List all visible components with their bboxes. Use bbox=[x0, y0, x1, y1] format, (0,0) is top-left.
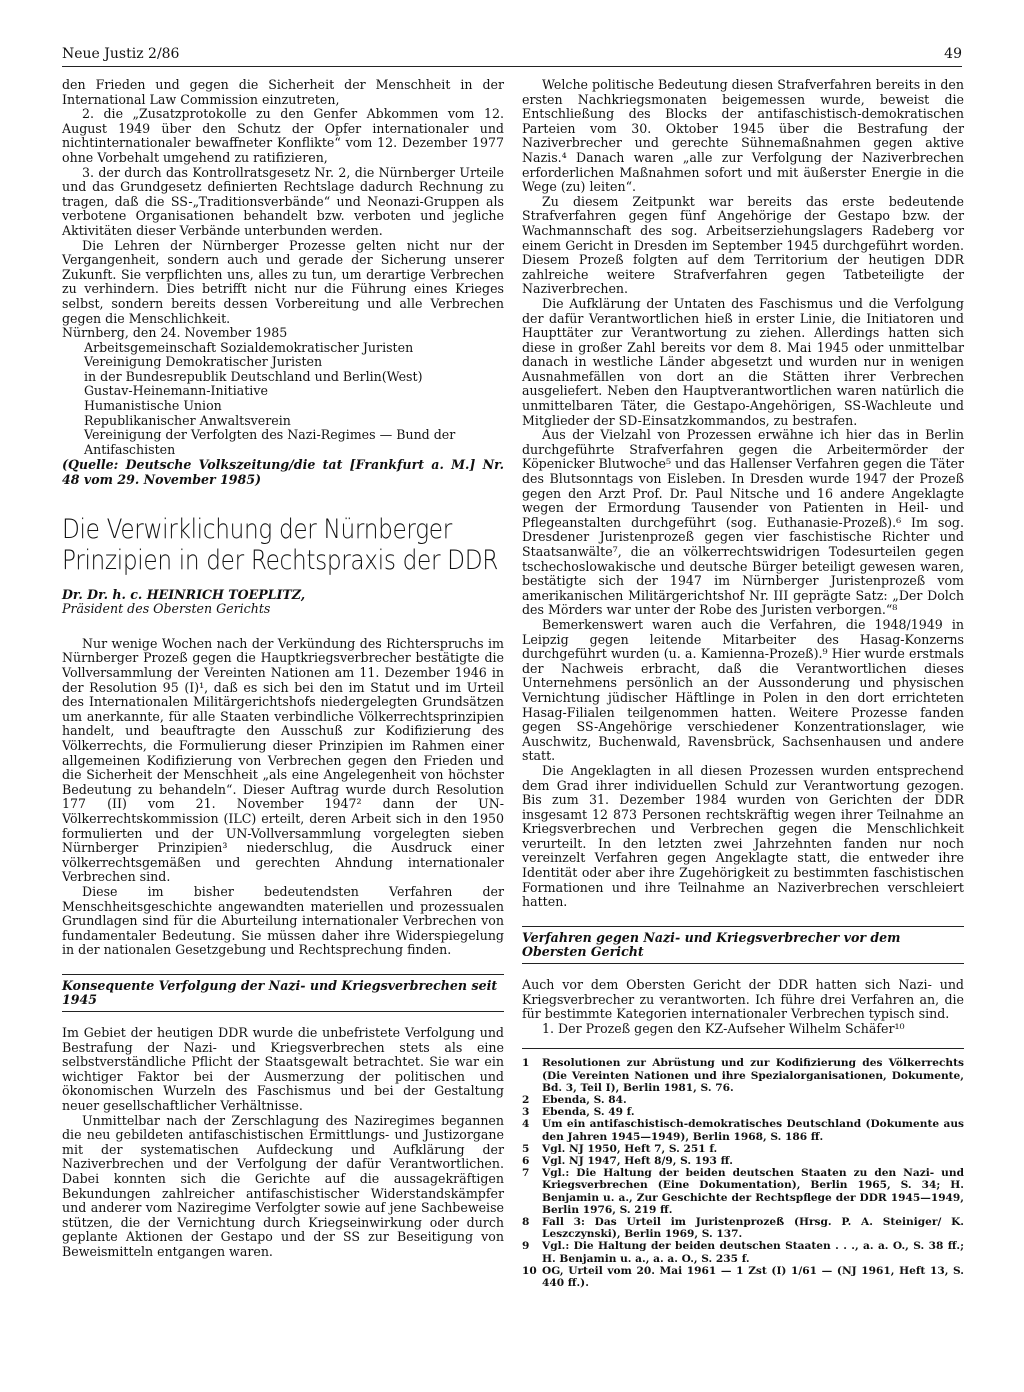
right-column bbox=[522, 78, 964, 1289]
article-title: Die Verwirklichung der Nürnberger Prinzipien in der Rechtspraxis der DDR bbox=[62, 513, 499, 576]
paragraph: 2. die „Zusatzprotokolle zu den Genfer Abkommen vom 12. August 1949 über den Schutz der Opfer internationaler und nichtinternationaler bewaffneter Konflikte“ vom 12. Dezember 1977 ohne Vorbehalt umgehend zu ratifizieren, bbox=[62, 106, 504, 165]
paragraph: Aus der Vielzahl von Prozessen erwähne ich hier das in Berlin durchgeführte Strafverfahren gegen die Arbeitermörder der Köpenicker Blutwoche⁵ und das Hallenser Verfahren gegen die Täter des Blutsonntags von Eisleben. In Dresden wurde 1947 der Prozeß gegen den Arzt Prof. Dr. Paul Nitsche und 16 andere Angeklagte wegen der Ermordung Tausender von Patienten in Heil- und Pflegeanstalten durchgeführt (sog. Euthanasie-Prozeß).⁶ Im sog. Dresdener Juristenprozeß gegen vier faschistische Richter und Staatsanwälte⁷, die an völkerrechtswidrigen Todesurteilen gegen tschechoslowakische und deutsche Bürger beteiligt gewesen waren, bestätigte sich der 1947 im Nürnberger Juristenprozeß vom amerikanischen Militärgerichtshof Nr. III geprägte Satz: „Der Dolch des Mörders war unter der Robe des Juristen verborgen.“⁸ bbox=[522, 427, 964, 618]
signatory: Gustav-Heinemann-Initiative bbox=[84, 383, 268, 399]
footnote-number: 2 bbox=[522, 1094, 530, 1107]
footnote-number: 4 bbox=[522, 1118, 530, 1131]
footnote bbox=[522, 1240, 964, 1264]
paragraph: Bemerkenswert waren auch die Verfahren, die 1948/1949 in Leipzig gegen leitende Mitarbeiter des Hasag-Konzerns durchgeführt wurden (u. a. Kamienna-Prozeß).⁹ Hier wurde erstmals der Nachweis erbracht, daß die Verantwortlichen dieses Unternehmens persönlich an der Aussonderung und physischen Vernichtung jüdischer Häftlinge in Polen in den dort errichteten Hasag-Filialen teilgenommen hatten. Weitere Prozesse fanden gegen SS-Angehörige verschiedener Konzentrationslager, wie Auschwitz, Buchenwald, Ravensbrück, Sachsenhausen und andere statt. bbox=[522, 616, 964, 764]
signatory-list bbox=[62, 341, 504, 458]
signatory: Vereinigung der Verfolgten des Nazi-Regimes — Bund der Antifaschisten bbox=[84, 427, 456, 457]
footnote-number: 6 bbox=[522, 1155, 530, 1168]
place-date: Nürnberg, den 24. November 1985 bbox=[62, 325, 288, 341]
footnote-text: Ebenda, S. 84. bbox=[542, 1094, 627, 1107]
signatory: Arbeitsgemeinschaft Sozialdemokratischer Juristen bbox=[84, 339, 414, 355]
paragraph: 1. Der Prozeß gegen den KZ-Aufseher Wilhelm Schäfer¹⁰ bbox=[542, 1020, 905, 1036]
signatory: Republikanischer Anwaltsverein bbox=[84, 412, 291, 428]
paragraph: Diese im bisher bedeutendsten Verfahren der Menschheitsgeschichte angewandten materiellen und prozessualen Grundlagen sind für die Aburteilung internationaler Verbrechen von fundamentaler Bedeutung. Sie müssen daher ihre Widerspiegelung in der nationalen Gesetzgebung und Rechtsprechung finden. bbox=[62, 883, 504, 958]
footnote-number: 5 bbox=[522, 1142, 530, 1155]
footnote-text: Vgl. NJ 1947, Heft 8/9, S. 193 ff. bbox=[542, 1155, 733, 1168]
paragraph: Die Angeklagten in all diesen Prozessen wurden entsprechend dem Grad ihrer individuellen Schuld zur Verantwortung gezogen. Bis zum 31. Dezember 1984 wurden von Gerichten der DDR insgesamt 12 873 Personen rechtskräftig wegen ihrer Teilnahme an Kriegsverbrechen und Verbrechen gegen die Menschlichkeit verurteilt. In den letzten zwei Jahrzehnten fanden nur noch vereinzelt Verfahren gegen Angeklagte statt, die entweder ihre Identität oder aber ihre Zugehörigkeit zu bestimmten faschistischen Formationen und ihre Teilnahme an Naziverbrechen verschleiert hatten. bbox=[522, 762, 964, 910]
section-heading: Verfahren gegen Nazi- und Kriegsverbrecher vor dem Obersten Gericht bbox=[522, 926, 964, 964]
left-column bbox=[62, 78, 504, 1260]
footnote-text: Vgl. NJ 1950, Heft 7, S. 251 f. bbox=[542, 1142, 718, 1155]
footnote bbox=[522, 1167, 964, 1216]
paragraph: Die Aufklärung der Untaten des Faschismus und die Verfolgung der dafür Verantwortlichen hieß in erster Linie, die Initiatoren und Haupttäter zur Verantwortung zu ziehen. Allerdings hatten sich diese in großer Zahl bereits vor dem 8. Mai 1945 oder unmittelbar danach in westliche Länder abgesetzt und wurden nur in wenigen Ausnahmefällen von dort an die Stätten ihrer Verbrechen ausgeliefert. Neben den Hauptverantwortlichen waren natürlich die unmittelbaren Täter, die Gestapo-Angehörigen, SS-Wachleute und Mitglieder der SD-Einsatzkommandos, zu bestrafen. bbox=[522, 295, 964, 428]
footnote-text: Resolutionen zur Abrüstung und zur Kodifizierung des Völkerrechts (Die Vereinten Nationen und ihre Spezialorganisationen, Dokumente, Bd. 3, Teil I), Berlin 1981, S. 76. bbox=[542, 1057, 964, 1094]
paragraph: Die Lehren der Nürnberger Prozesse gelten nicht nur der Vergangenheit, sondern auch und gerade der Sicherung unserer Zukunft. Sie verpflichten uns, alles zu tun, um derartige Verbrechen zu verhindern. Dies betrifft nicht nur die Führung eines Krieges selbst, sondern bereits dessen Vorbereitung und alle Verbrechen gegen die Menschlichkeit. bbox=[62, 237, 504, 326]
footnote-text: Ebenda, S. 49 f. bbox=[542, 1106, 635, 1119]
footnote bbox=[522, 1155, 964, 1167]
paragraph: Nur wenige Wochen nach der Verkündung des Richterspruchs im Nürnberger Prozeß gegen die Hauptkriegsverbrecher bestätigte die Vollversammlung der Vereinten Nationen am 11. Dezember 1946 in der Resolution 95 (I)¹, daß es sich bei den im Statut und im Urteil des Internationalen Militärgerichtshofs niedergelegten Grundsätzen um anerkannte, für alle Staaten verbindliche Völkerrechtsprinzipien handelt, und beauftragte den Ausschuß zur Kodifizierung des Völkerrechts, die Formulierung dieser Prinzipien im Rahmen einer allgemeinen Kodifizierung von Verbrechen gegen den Frieden und die Sicherheit der Menschheit „als eine Angelegenheit von höchster Bedeutung zu behandeln“. Dieser Auftrag wurde durch Resolution 177 (II) vom 21. November 1947² dann der UN-Völkerrechtskommission (ILC) erteilt, deren Arbeit sich in den 1950 formulierten und der UN-Vollversammlung vorgelegten sieben Nürnberger Prinzipien³ niederschlug, die Ausdruck einer völkerrechtsgemäßen und gerechten Ahndung internationaler Verbrechen sind. bbox=[62, 635, 504, 885]
footnote bbox=[522, 1118, 964, 1142]
footnote-number: 1 bbox=[522, 1057, 530, 1070]
paragraph: Unmittelbar nach der Zerschlagung des Naziregimes begannen die neu gebildeten antifaschistischen Ermittlungs- und Justizorgane mit der systematischen Aufdeckung und Aufklärung der Naziverbrechen und der Verfolgung der dafür Verantwortlichen. Dabei konnten sich die Gerichte auf die aussagekräftigen Bekundungen zahlreicher antifaschistischer Widerstandskämpfer und anderer vom Naziregime Verfolgter sowie auf jene Sachbeweise stützen, die der Vernichtung durch Kriegseinwirkung oder durch geplante Aktionen der Gestapo und der SS zur Beseitigung von Beweismitteln entgangen waren. bbox=[62, 1112, 504, 1259]
footnote bbox=[522, 1143, 964, 1155]
page-header bbox=[62, 46, 962, 67]
signatory: Humanistische Union bbox=[84, 398, 222, 414]
paragraph: Zu diesem Zeitpunkt war bereits das erste bedeutende Strafverfahren gegen fünf Angehörige der Gestapo bzw. der Wachmannschaft des sog. Arbeitserziehungslagers Radeberg vor einem Gericht in Dresden im September 1945 durchgeführt worden. Diesem Prozeß folgten auf dem Territorium der heutigen DDR zahlreiche weitere Strafverfahren gegen Tatbeteiligte der Naziverbrechen. bbox=[522, 193, 964, 297]
footnote-text: Vgl.: Die Haltung der beiden deutschen Staaten . . ., a. a. O., S. 38 ff.; H. Benjamin u. a., a. a. O., S. 235 f. bbox=[542, 1240, 964, 1265]
author-block bbox=[62, 588, 504, 617]
paragraph: Welche politische Bedeutung diesen Strafverfahren bereits in den ersten Nachkriegsmonaten beigemessen wurde, beweist die Entschließung des Blocks der antifaschistisch-demokratischen Parteien vom 30. Oktober 1945 über die Bestrafung der Naziverbrecher und gerechte Sühnemaßnahmen gegen aktive Nazis.⁴ Danach waren „alle zur Verfolgung der Naziverbrechen erforderlichen Maßnahmen sofort und mit äußerster Energie in die Wege (zu) leiten“. bbox=[522, 77, 964, 195]
footnote-number: 8 bbox=[522, 1216, 530, 1229]
footnote-text: Fall 3: Das Urteil im Juristenprozeß (Hrsg. P. A. Steiniger/ K. Leszczynski), Berlin 1969, S. 137. bbox=[542, 1216, 964, 1241]
footnote bbox=[522, 1106, 964, 1118]
footnote-number: 10 bbox=[522, 1264, 537, 1277]
footnote-text: OG, Urteil vom 20. Mai 1961 — 1 Zst (I) 1/61 — (NJ 1961, Heft 13, S. 440 ff.). bbox=[542, 1264, 964, 1290]
footnote bbox=[522, 1265, 964, 1289]
footnote-number: 7 bbox=[522, 1167, 530, 1180]
page-number: 49 bbox=[944, 46, 962, 62]
signatory: Vereinigung Demokratischer Juristen bbox=[84, 354, 323, 370]
paragraph: Im Gebiet der heutigen DDR wurde die unbefristete Verfolgung und Bestrafung der Nazi- und Kriegsverbrechen stets als eine selbstverständliche Pflicht der Staatsgewalt betrachtet. Sie war ein wichtiger Faktor bei der Ausmerzung der politischen und ökonomischen Wurzeln des Faschismus und bei der Gestaltung neuer gesellschaftlicher Verhältnisse. bbox=[62, 1025, 504, 1114]
section-heading: Konsequente Verfolgung der Nazi- und Kriegsverbrechen seit 1945 bbox=[62, 974, 504, 1012]
footnotes bbox=[522, 1048, 964, 1289]
footnote bbox=[522, 1094, 964, 1106]
footnote bbox=[522, 1057, 964, 1094]
source-note: (Quelle: Deutsche Volkszeitung/die tat [Frankfurt a. M.] Nr. 48 vom 29. November 1985) bbox=[62, 457, 504, 488]
footnote-number: 3 bbox=[522, 1106, 530, 1119]
journal-issue: Neue Justiz 2/86 bbox=[62, 46, 180, 62]
author-name: Dr. Dr. h. c. HEINRICH TOEPLITZ, bbox=[62, 586, 306, 602]
footnote-number: 9 bbox=[522, 1240, 530, 1253]
footnote-text: Um ein antifaschistisch-demokratisches Deutschland (Dokumente aus den Jahren 1945—1949), Berlin 1968, S. 186 ff. bbox=[542, 1118, 964, 1143]
paragraph: 3. der durch das Kontrollratsgesetz Nr. 2, die Nürnberger Urteile und das Grundgesetz definierten Rechtslage dadurch Rechnung zu tragen, daß die SS-„Traditionsverbände“ und Neonazi-Gruppen als verbotene Organisationen behandelt bzw. verboten und jegliche Aktivitäten dieser Verbände unterbunden werden. bbox=[62, 164, 504, 238]
footnote bbox=[522, 1216, 964, 1240]
paragraph: Auch vor dem Obersten Gericht der DDR hatten sich Nazi- und Kriegsverbrecher zu verantworten. Ich führe drei Verfahren an, die für bestimmte Kategorien internationaler Verbrechen typisch sind. bbox=[522, 977, 964, 1022]
footnote-text: Vgl.: Die Haltung der beiden deutschen Staaten zu den Nazi- und Kriegsverbrechen (Eine Dokumentation), Berlin 1965, S. 34; H. Benjamin u. a., Zur Geschichte der Rechtspflege der DDR 1945—1949, Berlin 1976, S. 219 ff. bbox=[542, 1167, 964, 1216]
signatory: in der Bundesrepublik Deutschland und Berlin(West) bbox=[84, 368, 423, 384]
paragraph: den Frieden und gegen die Sicherheit der Menschheit in der International Law Commission einzutreten, bbox=[62, 77, 504, 107]
author-role: Präsident des Obersten Gerichts bbox=[62, 601, 271, 617]
